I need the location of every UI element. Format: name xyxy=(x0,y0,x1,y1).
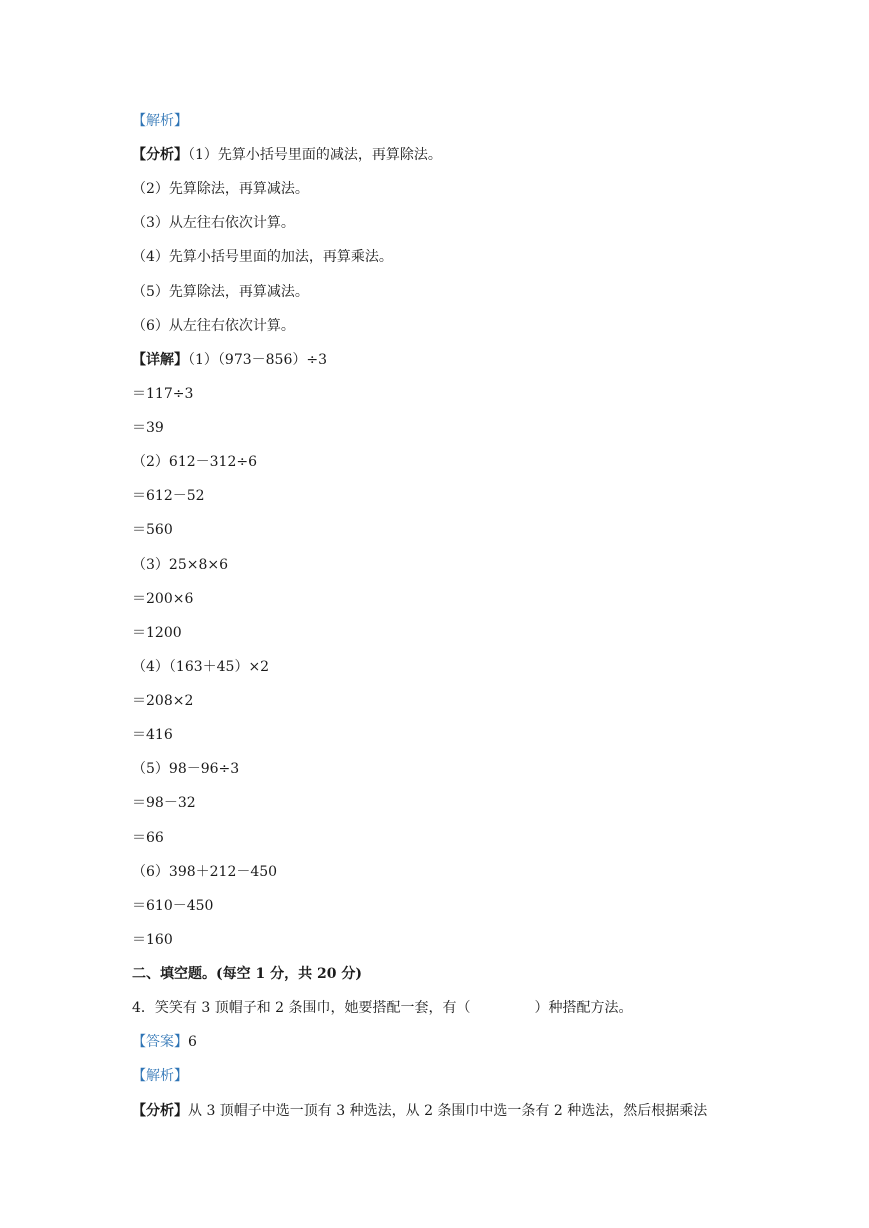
step-line: ＝612－52 xyxy=(132,488,205,504)
question-4 xyxy=(132,998,633,1018)
jiexi-tag-2: 【解析】 xyxy=(132,1068,188,1084)
step-line: （4）（163＋45）×2 xyxy=(132,659,270,675)
step-line: ＝66 xyxy=(132,830,164,846)
step-line: （2）612－312÷6 xyxy=(132,454,257,470)
step-line: （5）98－96÷3 xyxy=(132,761,240,777)
fenxi-text-2: 从 3 顶帽子中选一顶有 3 种选法，从 2 条围巾中选一条有 2 种选法，然后根据乘法 xyxy=(188,1103,708,1119)
jiexi-label-1 xyxy=(132,111,188,131)
step-line: ＝416 xyxy=(132,727,173,743)
step-line: ＝39 xyxy=(132,420,164,436)
answer-line xyxy=(132,1032,197,1052)
xiangjie-first: （1）（973－856）÷3 xyxy=(188,352,327,368)
jiexi-tag-1: 【解析】 xyxy=(132,113,188,129)
step-line: （3）25×8×6 xyxy=(132,557,228,573)
analysis-line-5: （5）先算除法，再算减法。 xyxy=(132,284,309,300)
step-line: ＝117÷3 xyxy=(132,386,194,402)
analysis-line-4: （4）先算小括号里面的加法，再算乘法。 xyxy=(132,249,393,265)
step-line: （6）398＋212－450 xyxy=(132,864,278,880)
question-4-text-after: ）种搭配方法。 xyxy=(534,1000,633,1016)
xiangjie-tag: 【详解】 xyxy=(132,352,188,368)
analysis-line-2: （2）先算除法，再算减法。 xyxy=(132,181,309,197)
step-line: ＝200×6 xyxy=(132,591,194,607)
analysis-line-3: （3）从左往右依次计算。 xyxy=(132,215,295,231)
question-4-text-before: 4．笑笑有 3 顶帽子和 2 条围巾，她要搭配一套，有（ xyxy=(132,1000,471,1016)
fenxi-line-2 xyxy=(132,1101,707,1121)
step-line: ＝208×2 xyxy=(132,693,194,709)
step-line: ＝98－32 xyxy=(132,795,196,811)
analysis-line-6: （6）从左往右依次计算。 xyxy=(132,318,295,334)
fenxi-tag-1: 【分析】 xyxy=(132,147,188,163)
xiangjie-line xyxy=(132,350,327,370)
step-line: ＝560 xyxy=(132,522,173,538)
step-line: ＝160 xyxy=(132,932,173,948)
fenxi-line-1 xyxy=(132,145,442,165)
section-heading: 二、填空题。(每空 1 分，共 20 分) xyxy=(132,966,362,982)
answer-value: 6 xyxy=(188,1034,197,1050)
answer-tag: 【答案】 xyxy=(132,1034,188,1050)
fenxi-tag-2: 【分析】 xyxy=(132,1103,188,1119)
step-line: ＝1200 xyxy=(132,625,182,641)
fenxi-text-1: （1）先算小括号里面的减法，再算除法。 xyxy=(188,147,442,163)
step-line: ＝610－450 xyxy=(132,898,214,914)
jiexi-label-2 xyxy=(132,1066,188,1086)
